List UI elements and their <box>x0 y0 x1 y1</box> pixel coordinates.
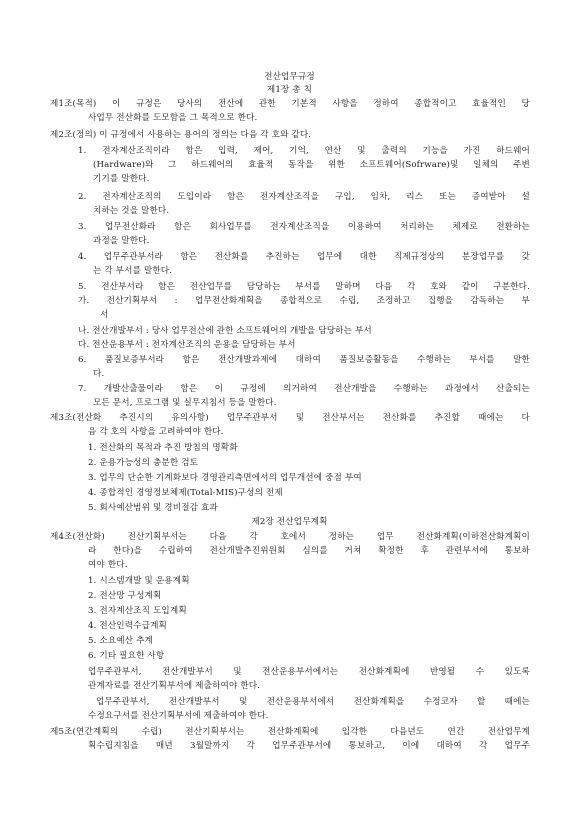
article-5-line-2: 획수립지침을 매년 3월말까지 각 업무주관부서에 통보하고, 이에 대하여 각 업무주 <box>88 741 530 751</box>
article-2-line-1: 제2조(정의) 이 규정에서 사용하는 용어의 정의는 다음 각 호와 같다. <box>50 130 312 140</box>
article-2-item-7-line-2: 모든 문서, 프로그램 및 실무지침서 등을 말한다. <box>93 398 277 408</box>
article-4-para-2-line-1: 업무주관부서, 전산개발부서 및 전산운용부서에서는 전산화계획에 반영될 수 있도록 <box>88 667 530 677</box>
article-2-item-5-ga-line-2: 서 <box>100 310 109 320</box>
article-2-item-5-line-1: 5. 전산부서라 함은 전산업무를 담당하는 부서를 말하며 다음 각 호와 같이 구분한다. <box>78 282 530 292</box>
article-4-item-5: 5. 소요예산 추계 <box>88 636 153 646</box>
article-2-item-1-line-1: 1. 전자계산조직이라 함은 입력, 제어, 기억, 연산 및 출력의 기능을 가진 하드웨어 <box>78 146 530 156</box>
chapter-2-heading: 제2장 전산업무계획 <box>251 517 328 527</box>
article-3-item-1: 1. 전산화의 목적과 추진 방침의 명확화 <box>88 443 238 453</box>
article-4-line-3: 여야 한다. <box>88 560 128 570</box>
article-2-item-6-line-2: 다. <box>93 369 105 379</box>
article-2-item-7-line-1: 7. 개발산출물이라 함은 이 규정에 의거하여 전산개발을 수행하는 과정에서 산출되는 <box>78 384 530 394</box>
article-3-item-4: 4. 종합적인 경영정보체제(Total-MIS)구성의 전제 <box>88 488 283 498</box>
article-4-item-4: 4. 전산인력수급계획 <box>88 621 167 631</box>
article-3-item-3: 3. 업무의 단순한 기계화보다 경영관리측면에서의 업무개선에 중점 부여 <box>88 473 362 483</box>
article-2-item-1-line-2: (Hardware)와 그 하드웨어의 효율적 동작을 위한 소프트웨어(Sofrware)및 일체의 주변 <box>93 160 530 170</box>
article-3-item-2: 2. 운용가능성의 충분한 검토 <box>88 458 199 468</box>
article-4-item-3: 3. 전자계산조직 도입계획 <box>88 606 187 616</box>
article-3-item-5: 5. 회사예산범위 및 경비절감 효과 <box>88 503 218 513</box>
article-2-item-2-line-1: 2. 전자계산조직의 도입이라 함은 전자계산조직을 구입, 임차, 리스 또는 증여받아 설 <box>78 192 530 202</box>
document-title: 전산업무규정 <box>264 72 315 82</box>
article-2-item-2-line-2: 치하는 것을 말한다. <box>93 206 170 216</box>
article-2-item-4-line-2: 는 각 부서를 말한다. <box>93 266 173 276</box>
article-4-item-1: 1. 시스템개발 및 운용계획 <box>88 576 190 586</box>
article-2-item-3-line-1: 3. 업무전산화라 함은 회사업무를 전자계산조직을 이용하여 처리하는 체제로 전환하는 <box>78 222 530 232</box>
article-4-line-2: 라 한다)을 수립하여 전산개발추진위원회 심의를 거쳐 확정한 후 관련부서에 통보하 <box>88 546 530 556</box>
article-2-item-5-ga-line-1: 가. 전산기획부서 : 업무전산화계획을 종합적으로 수립, 조정하고 집행을 감독하는 부 <box>78 296 530 306</box>
article-3-line-2: 음 각 호의 사항을 고려하여야 한다. <box>88 427 224 437</box>
article-4-para-2-line-2: 관계자료를 전산기획부서에 제출하여야 한다. <box>88 681 261 691</box>
article-4-line-1: 제4조(전산화) 전산기획부서는 다음 각 호에서 정하는 업무 전산화계획(이하전산화계획이 <box>50 532 530 542</box>
article-3-line-1: 제3조(전산화 추진시의 유의사항) 업무주관부서 및 전산부서는 전산화를 추진할 때에는 다 <box>50 413 530 423</box>
article-4-item-2: 2. 전산망 구성계획 <box>88 591 162 601</box>
article-2-item-5-na: 나. 전산개발부서 : 당사 업무전산에 관한 소프트웨어의 개발을 담당하는 부서 <box>78 326 372 336</box>
article-1-line-2: 사업무 전산화를 도모함을 그 목적으로 한다. <box>88 113 258 123</box>
article-4-item-6: 6. 기타 필요한 사항 <box>88 651 165 661</box>
chapter-1-heading: 제1장 총 칙 <box>266 85 313 95</box>
article-5-line-1: 제5조(연간계획의 수립) 전산기획부서는 전산화계획에 입각한 다음년도 연간 전산업무계 <box>50 727 530 737</box>
article-2-item-4-line-1: 4. 업무주관부서라 함은 전산화를 추진하는 업무에 대한 직제규정상의 분장업무를 갖 <box>78 252 530 262</box>
article-2-item-6-line-1: 6. 품질보증부서라 함은 전산개발과제에 대하여 품질보증활동을 수행하는 부서를 말한 <box>78 355 530 365</box>
article-1-line-1: 제1조(목적) 이 규정은 당사의 전산에 관한 기본적 사항을 정하여 종합적이고 효율적인 당 <box>50 99 530 109</box>
article-2-item-1-line-3: 기기를 말한다. <box>93 174 150 184</box>
article-4-para-3-line-1: 업무주관부서, 전산개발부서 및 전산운용부서에서 전산화계획을 수정코자 할 때에는 <box>96 697 530 707</box>
article-4-para-3-line-2: 수정요구서를 전산기획부서에 제출하여야 한다. <box>88 711 269 721</box>
article-2-item-5-da: 다. 전산운용부서 : 전자계산조직의 운용을 담당하는 부서 <box>78 340 296 350</box>
article-2-item-3-line-2: 과정을 말한다. <box>93 236 150 246</box>
